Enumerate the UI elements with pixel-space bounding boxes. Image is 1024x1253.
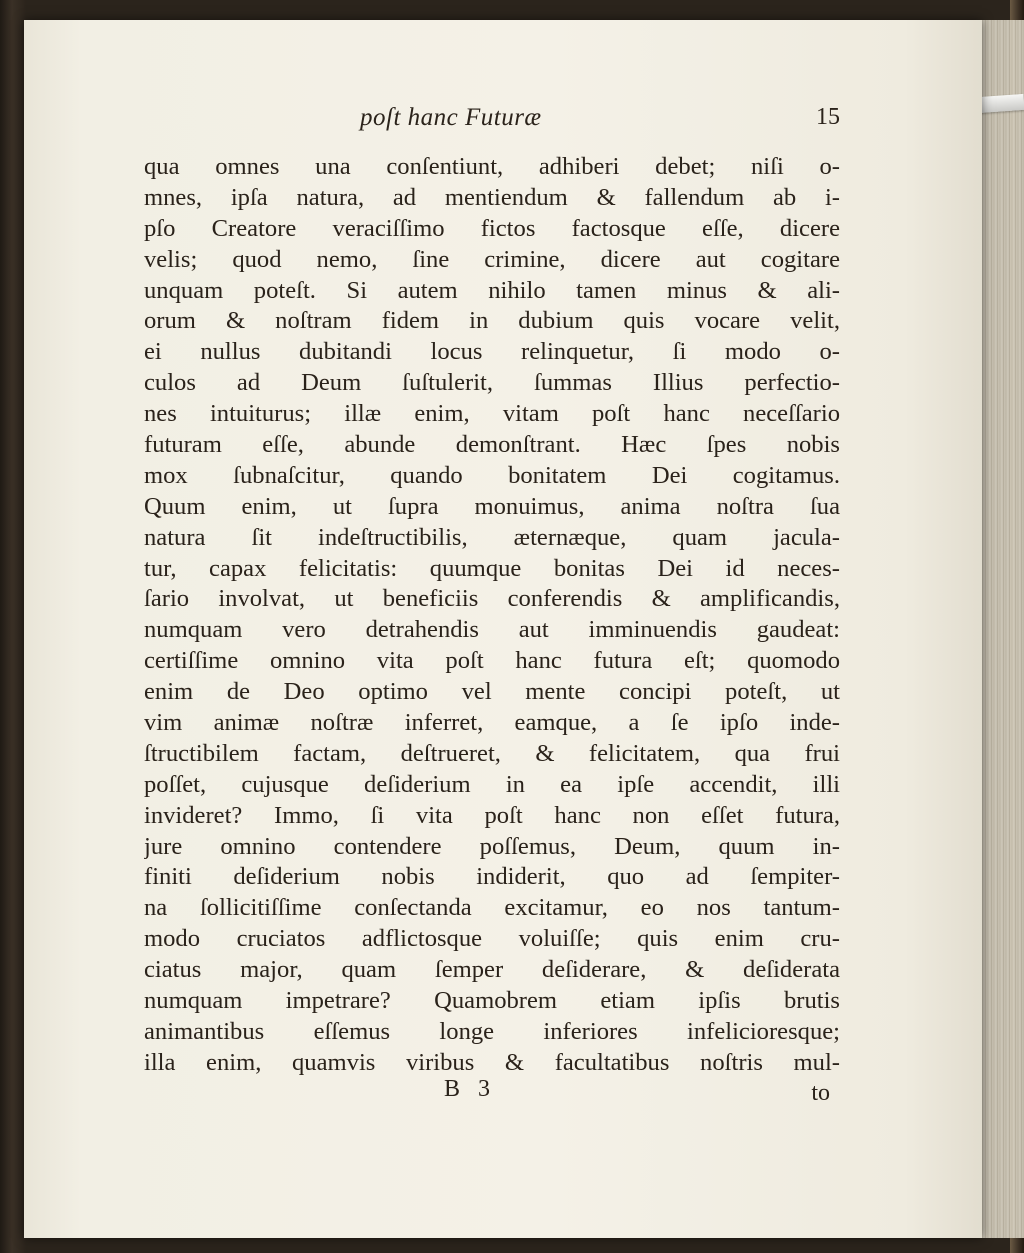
text-line: modo cruciatos adflictosque voluiſſe; quis enim cru- [144, 925, 840, 953]
page-stack-edges [980, 20, 1024, 1238]
signature-line [144, 1076, 840, 1112]
catchword: to [811, 1080, 830, 1106]
text-line: natura ſit indeſtructibilis, æternæque, quam jacula- [144, 523, 840, 551]
text-line: invideret? Immo, ſi vita poſt hanc non eſſet futura, [144, 801, 840, 829]
text-line: nes intuiturus; illæ enim, vitam poſt hanc neceſſario [144, 400, 840, 428]
text-line: numquam vero detrahendis aut imminuendis gaudeat: [144, 616, 840, 644]
body-text [144, 152, 840, 1079]
running-head [120, 104, 840, 144]
text-line: qua omnes una conſentiunt, adhiberi debet; niſi o- [144, 153, 840, 180]
text-line: poſſet, cujusque deſiderium in ea ipſe accendit, illi [144, 770, 840, 798]
text-line: futuram eſſe, abunde demonſtrant. Hæc ſpes nobis [144, 431, 840, 459]
text-line: mnes, ipſa natura, ad mentiendum & fallendum ab i- [144, 183, 840, 211]
text-line: Quum enim, ut ſupra monuimus, anima noſtra ſua [144, 492, 840, 520]
text-line: unquam poteſt. Si autem nihilo tamen minus & ali- [144, 276, 840, 304]
text-line: animantibus eſſemus longe inferiores infelicioresque; [144, 1017, 840, 1045]
page-number: 15 [816, 104, 840, 130]
text-line: numquam impetrare? Quamobrem etiam ipſis brutis [144, 987, 840, 1015]
running-head-title: poſt hanc Futuræ [360, 104, 542, 131]
text-line: enim de Deo optimo vel mente concipi poteſt, ut [144, 678, 840, 706]
text-line: ſario involvat, ut beneficiis conferendis & amplificandis, [144, 585, 840, 613]
text-line: certiſſime omnino vita poſt hanc futura eſt; quomodo [144, 647, 840, 675]
text-line: ei nullus dubitandi locus relinquetur, ſi modo o- [144, 338, 840, 366]
text-line: pſo Creatore veraciſſimo fictos factosque eſſe, dicere [144, 214, 840, 242]
text-line: mox ſubnaſcitur, quando bonitatem Dei cogitamus. [144, 461, 840, 489]
text-line: vim animæ noſtræ inferret, eamque, a ſe ipſo inde- [144, 709, 840, 737]
text-line: tur, capax felicitatis: quumque bonitas Dei id neces- [144, 554, 840, 582]
text-line: ſtructibilem factam, deſtrueret, & felicitatem, qua frui [144, 739, 840, 767]
text-line: na ſollicitiſſime conſectanda excitamur, eo nos tantum- [144, 894, 840, 922]
text-line: culos ad Deum ſuſtulerit, ſummas Illius perfectio- [144, 369, 840, 397]
signature-mark: B 3 [444, 1076, 497, 1102]
text-line: finiti deſiderium nobis indiderit, quo ad ſempiter- [144, 863, 840, 891]
text-line: jure omnino contendere poſſemus, Deum, quum in- [144, 832, 840, 860]
text-line: illa enim, quamvis viribus & facultatibus noſtris mul- [144, 1048, 840, 1076]
text-line: ciatus major, quam ſemper deſiderare, & deſiderata [144, 956, 840, 984]
text-line: velis; quod nemo, ſine crimine, dicere aut cogitare [144, 245, 840, 273]
text-line: orum & noſtram fidem in dubium quis vocare velit, [144, 307, 840, 335]
